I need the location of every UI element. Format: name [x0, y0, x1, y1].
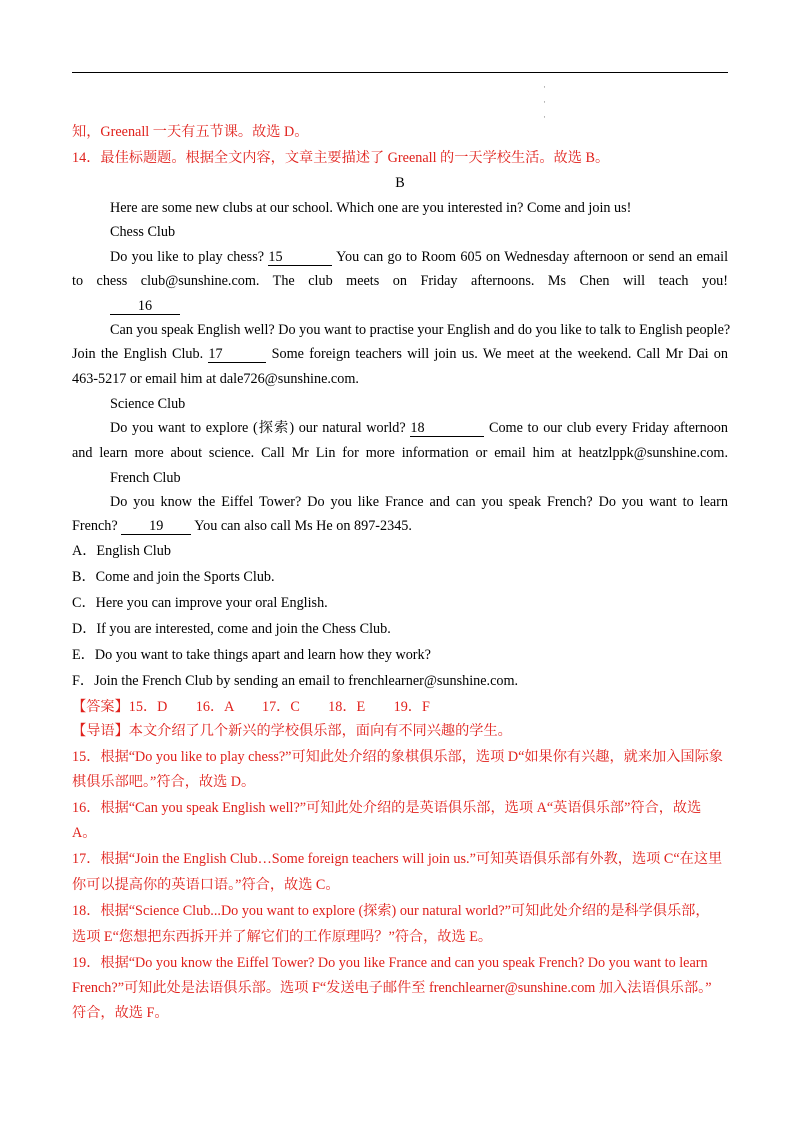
explanation-18-line-2: 选项 E“您想把东西拆开并了解它们的工作原理吗？”符合，故选 E。 — [72, 929, 493, 945]
science-club-title: Science Club — [110, 396, 186, 412]
science-line-2: and learn more about science. Call Mr Lin for more information or email him at heatzlppk@sunshine.com. — [72, 445, 728, 461]
option-d: D．If you are interested, come and join the Chess Club. — [72, 621, 391, 637]
english-line-2: Join the English Club. 17 Some foreign teachers will join us. We meet at the weekend. Call Mr Dai on — [72, 346, 728, 362]
explanation-17-line-1: 17．根据“Join the English Club…Some foreign teachers will join us.”可知英语俱乐部有外教，选项 C“在这里 — [72, 851, 723, 867]
english-line-1: Can you speak English well? Do you want to practise your English and do you like to talk to English people? — [110, 322, 731, 338]
science-line-1: Do you want to explore (探索) our natural world? 18 Come to our club every Friday afternoon — [110, 420, 728, 436]
blank-17: 17 — [208, 346, 266, 363]
explanation-16-line-2: A。 — [72, 825, 97, 841]
english-line-3: 463-5217 or email him at dale726@sunshine.com. — [72, 371, 359, 387]
english-club-blank-title — [72, 296, 728, 316]
option-e: E．Do you want to take things apart and learn how they work? — [72, 647, 431, 663]
explanation-19-line-3: 符合，故选 F。 — [72, 1005, 169, 1021]
chess-club-title: Chess Club — [110, 224, 176, 240]
answer-line: 【答案】15．D 16．A 17．C 18．E 19．F — [72, 699, 430, 715]
guide-line: 【导语】本文介绍了几个新兴的学校俱乐部，面向有不同兴趣的学生。 — [72, 723, 512, 739]
blank-16: 16 — [110, 298, 180, 315]
option-f: F．Join the French Club by sending an email to frenchlearner@sunshine.com. — [72, 673, 519, 689]
blank-15: 15 — [268, 249, 332, 266]
q14-explanation: 14．最佳标题题。根据全文内容，文章主要描述了 Greenall 的一天学校生活。故选 B。 — [72, 150, 610, 166]
blank-19: 19 — [121, 518, 191, 535]
explanation-16-line-1: 16．根据“Can you speak English well?”可知此处介绍的是英语俱乐部，选项 A“英语俱乐部”符合，故选 — [72, 800, 702, 816]
explanation-19-line-1: 19．根据“Do you know the Eiffel Tower? Do you like France and can you speak French? Do you want to learn — [72, 955, 708, 971]
option-b: B．Come and join the Sports Club. — [72, 569, 275, 585]
explanation-15-line-2: 棋俱乐部吧。”符合，故选 D。 — [72, 774, 256, 790]
prev-answer-end: 知，Greenall 一天有五节课。故选 D。 — [72, 124, 309, 140]
french-line-1: Do you know the Eiffel Tower? Do you like France and can you speak French? Do you want to learn — [110, 494, 728, 510]
blank-18: 18 — [410, 420, 484, 437]
french-club-title: French Club — [110, 470, 181, 486]
explanation-17-line-2: 你可以提高你的英语口语。”符合，故选 C。 — [72, 877, 340, 893]
option-c: C．Here you can improve your oral English. — [72, 595, 328, 611]
explanation-19-line-2: French?”可知此处是法语俱乐部。选项 F“发送电子邮件至 frenchlearner@sunshine.com 加入法语俱乐部。” — [72, 980, 712, 996]
header-rule — [72, 72, 728, 73]
option-a: A．English Club — [72, 543, 171, 559]
explanation-18-line-1: 18．根据“Science Club...Do you want to explore (探索) our natural world?”可知此处介绍的是科学俱乐部， — [72, 903, 710, 919]
passage-intro: Here are some new clubs at our school. Which one are you interested in? Come and join us! — [110, 200, 632, 216]
section-label: B — [395, 175, 405, 191]
guide-tag: 【导语】 — [72, 723, 129, 739]
french-line-2: French? 19 You can also call Ms He on 897-2345. — [72, 518, 412, 534]
chess-line-2: to chess club@sunshine.com. The club meets on Friday afternoons. Ms Chen will teach you! — [72, 273, 728, 289]
explanation-15-line-1: 15．根据“Do you like to play chess?”可知此处介绍的象棋俱乐部，选项 D“如果你有兴趣，就来加入国际象 — [72, 749, 723, 765]
margin-dots: · · · — [543, 82, 546, 122]
chess-line-1: Do you like to play chess? 15 You can go to Room 605 on Wednesday afternoon or send an email — [110, 249, 729, 265]
answer-tag: 【答案】 — [72, 699, 129, 715]
